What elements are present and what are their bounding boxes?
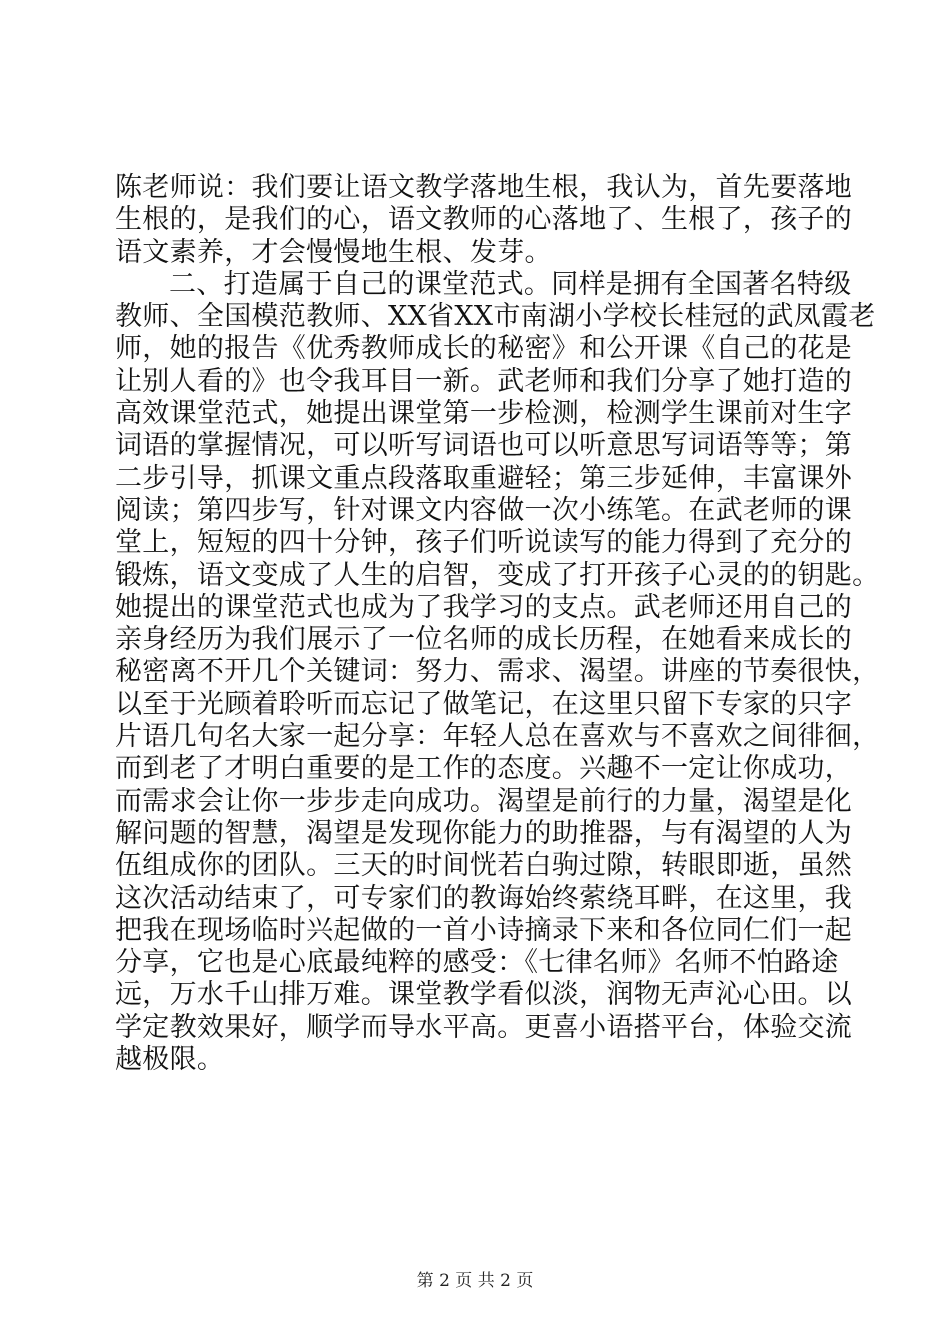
text-line: 而需求会让你一步步走向成功。渴望是前行的力量，渴望是化 <box>115 785 853 817</box>
page-number-footer: 第 2 页 共 2 页 <box>416 1271 534 1291</box>
text-line: 语文素养，才会慢慢地生根、发芽。 <box>115 236 552 268</box>
text-line: 词语的掌握情况，可以听写词语也可以听意思写词语等等；第 <box>115 430 853 462</box>
text-line: 师，她的报告《优秀教师成长的秘密》和公开课《自己的花是 <box>115 333 853 365</box>
text-line: 二步引导，抓课文重点段落取重避轻；第三步延伸，丰富课外 <box>115 462 853 494</box>
text-line: 这次活动结束了，可专家们的教诲始终萦绕耳畔，在这里，我 <box>115 882 853 914</box>
text-line: 亲身经历为我们展示了一位名师的成长历程，在她看来成长的 <box>115 624 853 656</box>
text-line: 解问题的智慧，渴望是发现你能力的助推器，与有渴望的人为 <box>115 817 853 849</box>
text-line: 她提出的课堂范式也成为了我学习的支点。武老师还用自己的 <box>115 591 853 623</box>
section-heading-line: 二、打造属于自己的课堂范式。同样是拥有全国著名特级 <box>169 268 852 300</box>
text-line: 教师、全国模范教师、XX省XX市南湖小学校长桂冠的武凤霞老 <box>115 301 876 333</box>
text-line: 分享，它也是心底最纯粹的感受：《七律名师》名师不怕路途 <box>115 947 839 979</box>
text-line: 生根的，是我们的心，语文教师的心落地了、生根了，孩子的 <box>115 204 853 236</box>
text-line: 阅读；第四步写，针对课文内容做一次小练笔。在武老师的课 <box>115 494 853 526</box>
text-line: 陈老师说：我们要让语文教学落地生根，我认为，首先要落地 <box>115 172 853 203</box>
document-body <box>115 172 880 1076</box>
text-line: 学定教效果好，顺学而导水平高。更喜小语搭平台，体验交流 <box>115 1011 853 1043</box>
text-line: 高效课堂范式，她提出课堂第一步检测，检测学生课前对生字 <box>115 398 853 430</box>
text-line: 远，万水千山排万难。课堂教学看似淡，润物无声沁心田。以 <box>115 979 853 1011</box>
text-line: 堂上，短短的四十分钟，孩子们听说读写的能力得到了充分的 <box>115 527 853 559</box>
text-line: 让别人看的》也令我耳目一新。武老师和我们分享了她打造的 <box>115 365 853 397</box>
text-line: 而到老了才明白重要的是工作的态度。兴趣不一定让你成功， <box>115 753 853 785</box>
text-line: 秘密离不开几个关键词：努力、需求、渴望。讲座的节奏很快， <box>115 656 880 688</box>
text-line: 以至于光顾着聆听而忘记了做笔记，在这里只留下专家的只字 <box>115 688 853 720</box>
text-line: 把我在现场临时兴起做的一首小诗摘录下来和各位同仁们一起 <box>115 914 853 946</box>
text-line: 片语几句名大家一起分享：年轻人总在喜欢与不喜欢之间徘徊， <box>115 721 880 753</box>
text-line: 锻炼，语文变成了人生的启智，变成了打开孩子心灵的的钥匙。 <box>115 559 880 591</box>
text-line: 越极限。 <box>115 1044 225 1076</box>
text-line: 伍组成你的团队。三天的时间恍若白驹过隙，转眼即逝，虽然 <box>115 850 853 882</box>
